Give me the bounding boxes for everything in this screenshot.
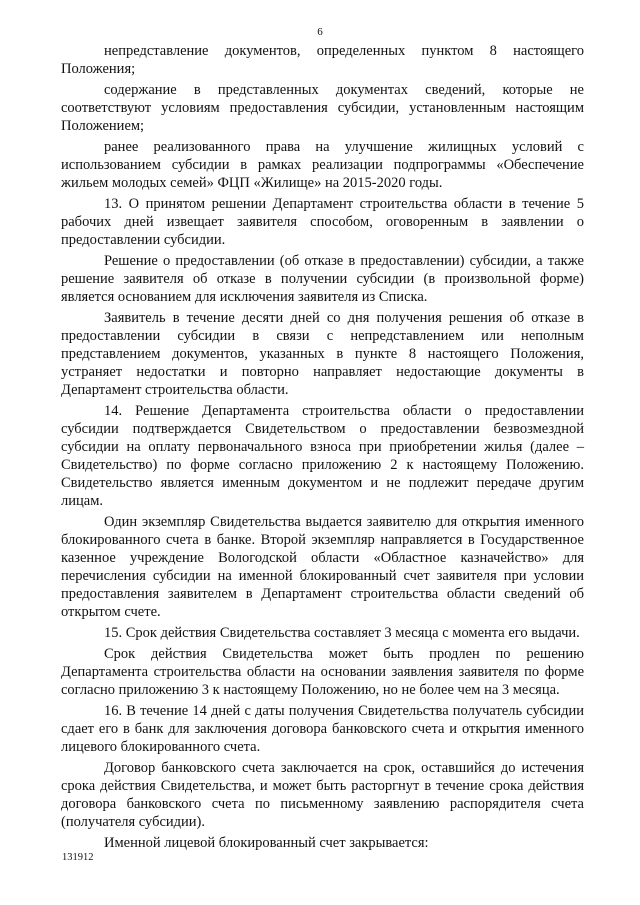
- paragraph: Решение о предоставлении (об отказе в предоставлении) субсидии, а также решение заявителя об отказе в получении субсидии (в произвольной форме) является основанием для исключения заявителя из Списка.: [61, 253, 584, 305]
- page-number: 6: [317, 26, 323, 38]
- paragraph: Срок действия Свидетельства может быть продлен по решению Департамента строительства области на основании заявления заявителя по форме согласно приложению 3 к настоящему Положению, но не более чем на 3 месяца.: [61, 646, 584, 698]
- paragraph-item-13: 13. О принятом решении Департамент строительства области в течение 5 рабочих дней извещает заявителя способом, оговоренным в заявлении о предоставлении субсидии.: [61, 196, 584, 248]
- paragraph-item-15: 15. Срок действия Свидетельства составляет 3 месяца с момента его выдачи.: [104, 625, 580, 641]
- paragraph: ранее реализованного права на улучшение жилищных условий с использованием субсидии в рамках реализации подпрограммы «Обеспечение жильем молодых семей» ФЦП «Жилище» на 2015-2020 годы.: [61, 139, 584, 191]
- footer-code: 131912: [62, 852, 94, 863]
- document-body: [61, 42, 584, 855]
- paragraph-item-14: 14. Решение Департамента строительства области о предоставлении субсидии подтверждается Свидетельством о предоставлении безвозмездной субсидии на оплату первоначального взноса при приобретении жилья (далее – Свидетельство) по форме согласно приложению 2 к настоящему Положению. Свидетельство является именным документом и не подлежит передаче другим лицам.: [61, 403, 584, 509]
- paragraph: содержание в представленных документах сведений, которые не соответствуют условиям предоставления субсидии, установленным настоящим Положением;: [61, 82, 584, 134]
- paragraph: Заявитель в течение десяти дней со дня получения решения об отказе в предоставлении субсидии в связи с непредставлением или неполным представлением документов, указанных в пункте 8 настоящего Положения, устраняет недостатки и повторно направляет недостающие документы в Департамент строительства области.: [61, 310, 584, 398]
- paragraph: непредставление документов, определенных пунктом 8 настоящего Положения;: [61, 43, 584, 77]
- paragraph: Именной лицевой блокированный счет закрывается:: [104, 835, 429, 851]
- paragraph: Один экземпляр Свидетельства выдается заявителю для открытия именного блокированного счета в банке. Второй экземпляр направляется в Государственное казенное учреждение Вологодской области «Областное казначейство» для перечисления субсидии на именной блокированный счет заявителя при условии предоставления заявителем в Департамент строительства области сведений об открытом счете.: [61, 514, 584, 620]
- paragraph: Договор банковского счета заключается на срок, оставшийся до истечения срока действия Свидетельства, и может быть расторгнут в течение срока действия договора банковского счета по письменному заявлению распорядителя счета (получателя субсидии).: [61, 760, 584, 830]
- paragraph-item-16: 16. В течение 14 дней с даты получения Свидетельства получатель субсидии сдает его в банк для заключения договора банковского счета и открытия именного лицевого блокированного счета.: [61, 703, 584, 755]
